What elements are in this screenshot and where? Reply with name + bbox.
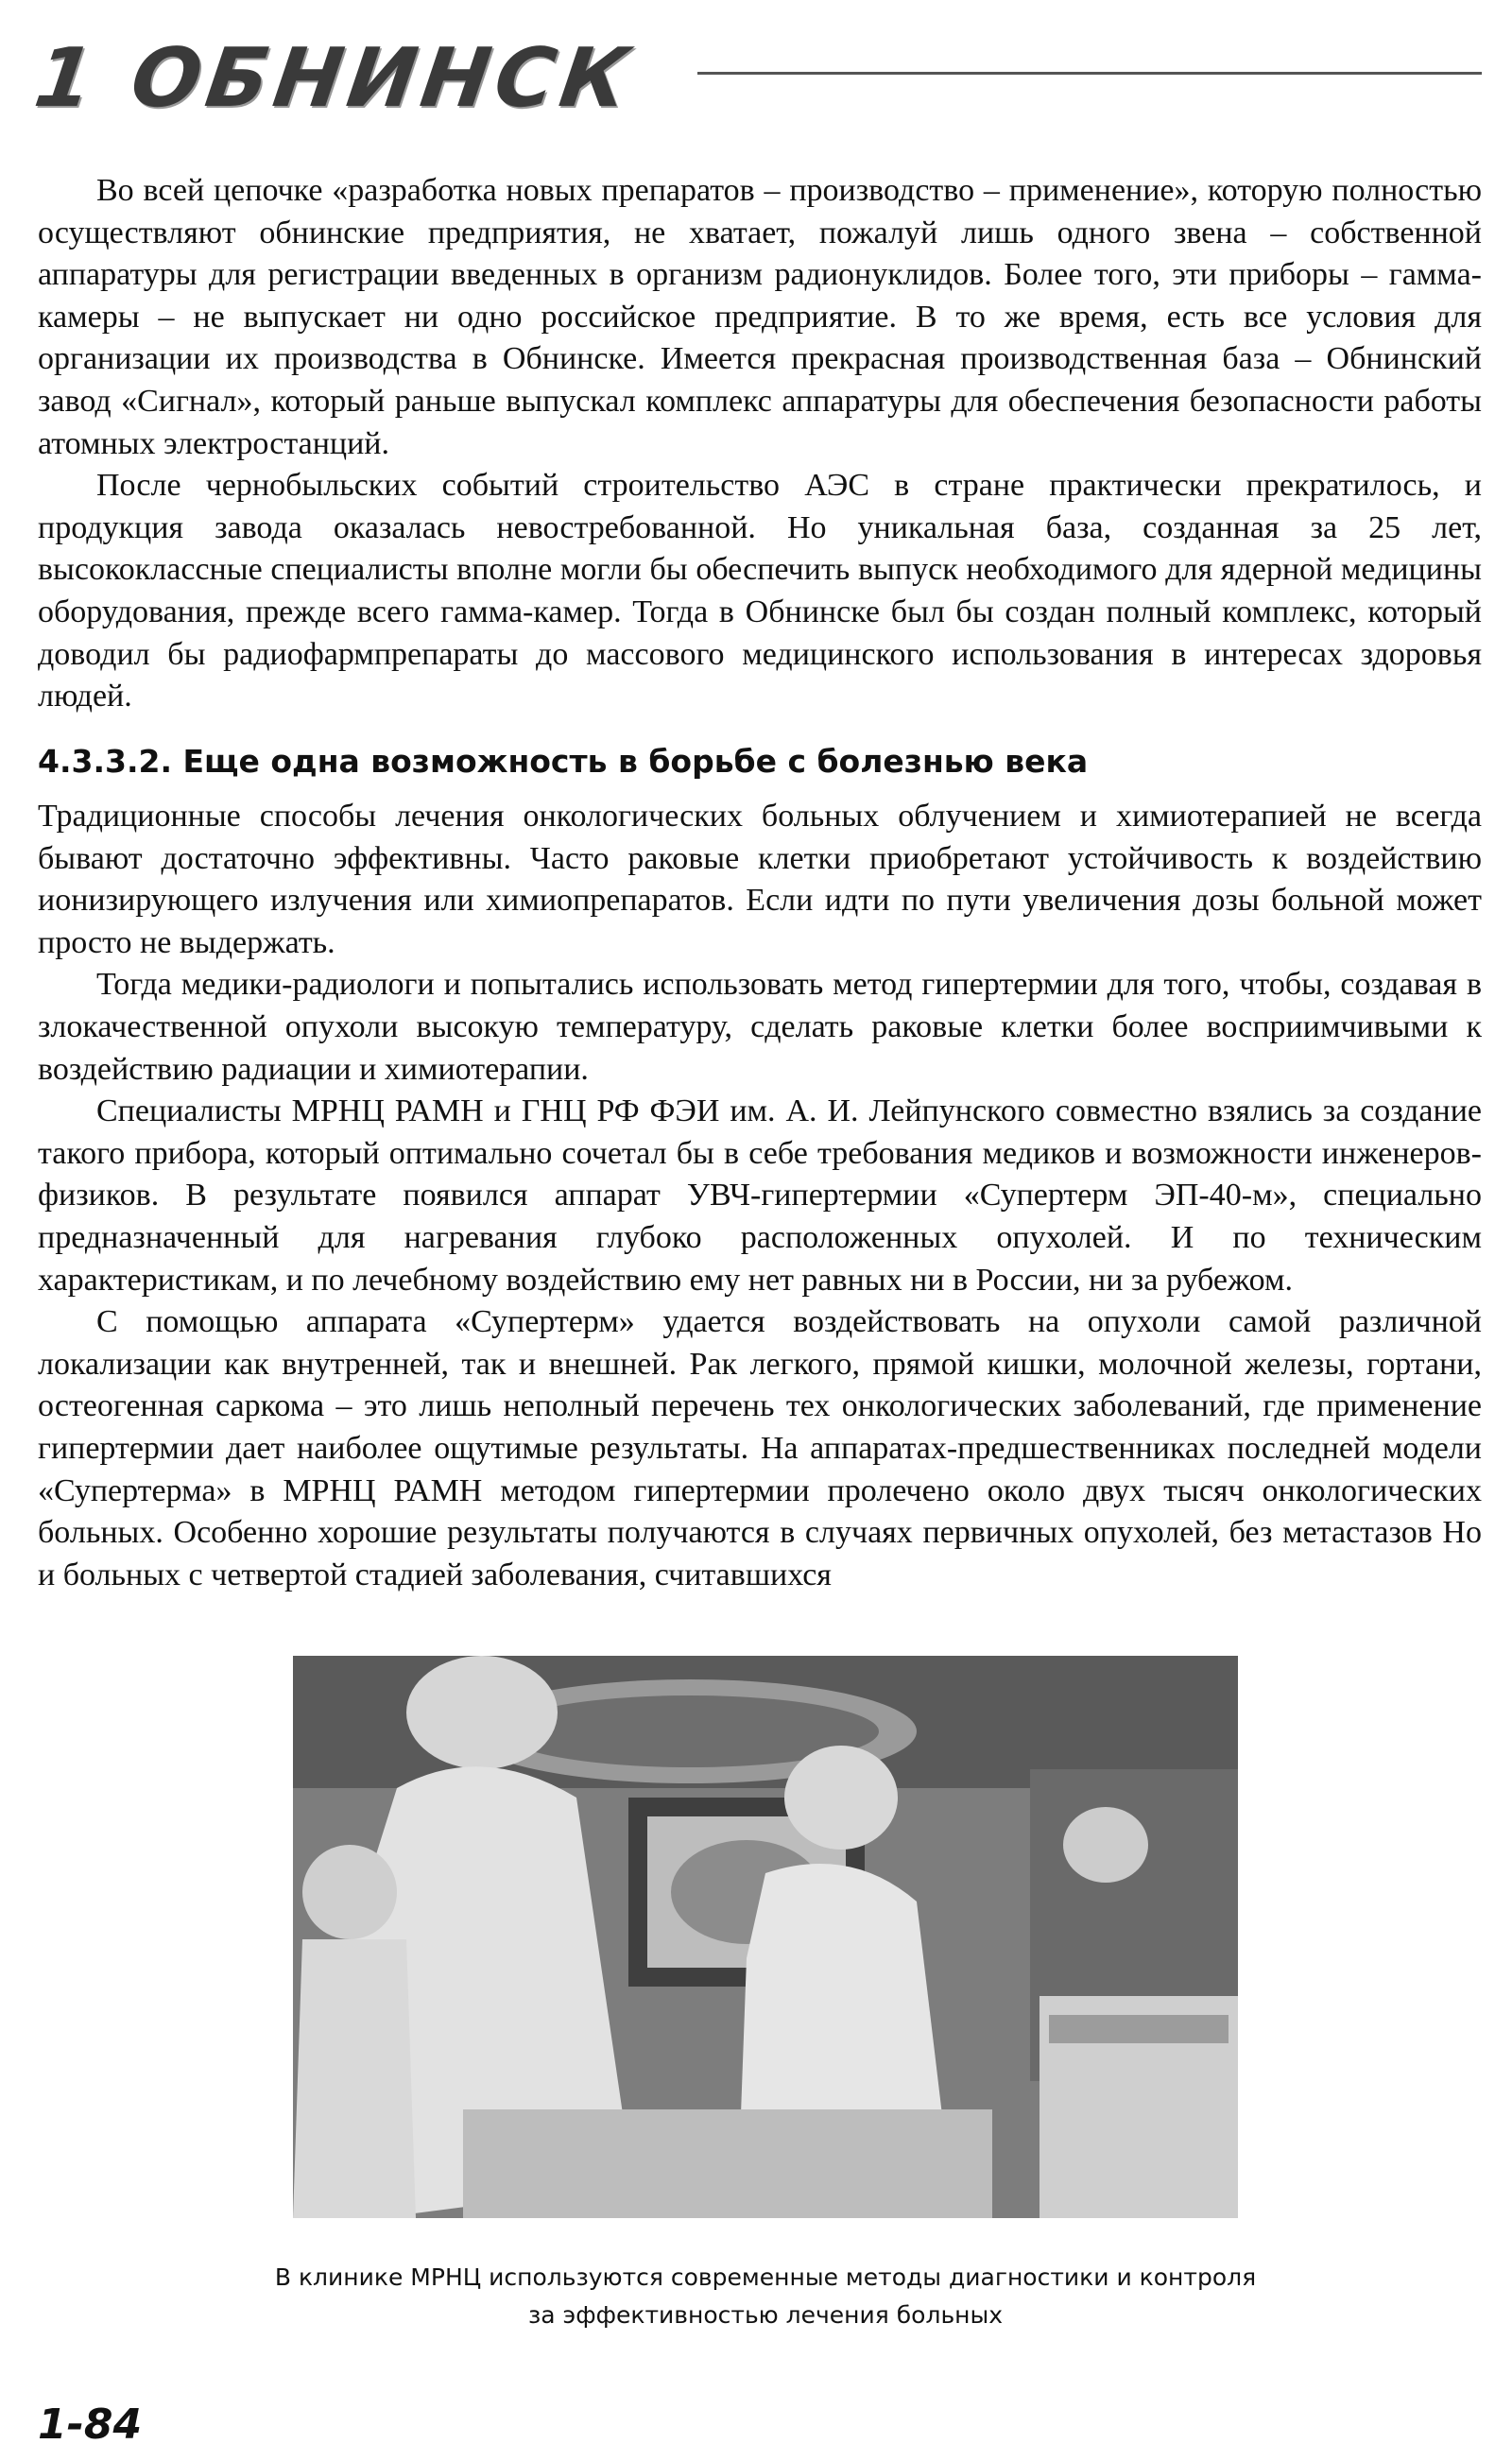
page-number: 1-84 (38, 2401, 143, 2449)
paragraph: С помощью аппарата «Супертерм» удается воздействовать на опухоли самой различной локализации как внутренней, так и внешней. Рак легкого, прямой кишки, молочной железы, гортани, остеогенная саркома – это лишь неполный перечень тех онкологических заболеваний, где применение гипертермии дает наиболее ощутимые результаты. На аппаратах-предшественниках последней модели «Супертерма» в МРНЦ РАМН методом гипертермии пролечено около двух тысяч онкологических больных. Особенно хорошие результаты получаются в случаях первичных опухолей, без метастазов Но и больных с четвертой стадией заболевания, считавшихся (38, 1304, 1482, 1592)
header-rule (697, 72, 1482, 75)
figure-caption (189, 2259, 1342, 2334)
text-block-2 (38, 796, 1482, 1596)
paragraph: Тогда медики-радиологи и попытались использовать метод гипертермии для того, чтобы, создавая в злокачественной опухоли высокую температуру, сделать раковые клетки более восприимчивыми к воздействию радиации и химиотерапии. (38, 967, 1482, 1087)
text-block-1 (38, 170, 1482, 718)
caption-line: за эффективностью лечения больных (527, 2301, 1004, 2329)
paragraph: После чернобыльских событий строительство АЭС в стране практически прекратилось, и продукция завода оказалась невостребованной. Но уникальная база, созданная за 25 лет, высококлассные специалисты вполне могли бы обеспечить выпуск необходимого для ядерной медицины оборудования, прежде всего гамма-камер. Тогда в Обнинске был бы создан полный комплекс, который доводил бы радиофармпрепараты до массового медицинского использования в интересах здоровья людей. (38, 468, 1482, 714)
chapter-title: 1 ОБНИНСК (28, 31, 640, 126)
caption-line: В клинике МРНЦ используются современные методы диагностики и контроля (274, 2263, 1257, 2291)
chapter-header (28, 26, 1482, 130)
paragraph: Специалисты МРНЦ РАМН и ГНЦ РФ ФЭИ им. А. И. Лейпунского совместно взялись за создание такого прибора, который оптимально сочетал бы в себе требования медиков и возможности инженеров-физиков. В результате появился аппарат УВЧ-гипертермии «Супертерм ЭП-40-м», специально предназначенный для нагревания глубоко расположенных опухолей. И по техническим характеристикам, и по лечебному воздействию ему нет равных ни в России, ни за рубежом. (38, 1093, 1482, 1298)
clinic-photo-illustration (293, 1656, 1238, 2218)
paragraph: Во всей цепочке «разработка новых препаратов – производство – применение», которую полностью осуществляют обнинские предприятия, не хватает, пожалуй лишь одного звена – собственной аппаратуры для регистрации введенных в организм радионуклидов. Более того, эти приборы – гамма-камеры – не выпускает ни одно российское предприятие. В то же время, есть все условия для организации их производства в Обнинске. Имеется прекрасная производственная база – Обнинский завод «Сигнал», который раньше выпускал комплекс аппаратуры для обеспечения безопасности работы атомных электростанций. (38, 173, 1482, 461)
paragraph: Традиционные способы лечения онкологических больных облучением и химиотерапией не всегда бывают достаточно эффективны. Часто раковые клетки приобретают устойчивость к воздействию ионизирующего излучения или химиопрепаратов. Если идти по пути увеличения дозы больной может просто не выдержать. (38, 799, 1482, 960)
clinic-photo (293, 1656, 1238, 2218)
section-heading: 4.3.3.2. Еще одна возможность в борьбе с болезнью века (38, 743, 1089, 780)
